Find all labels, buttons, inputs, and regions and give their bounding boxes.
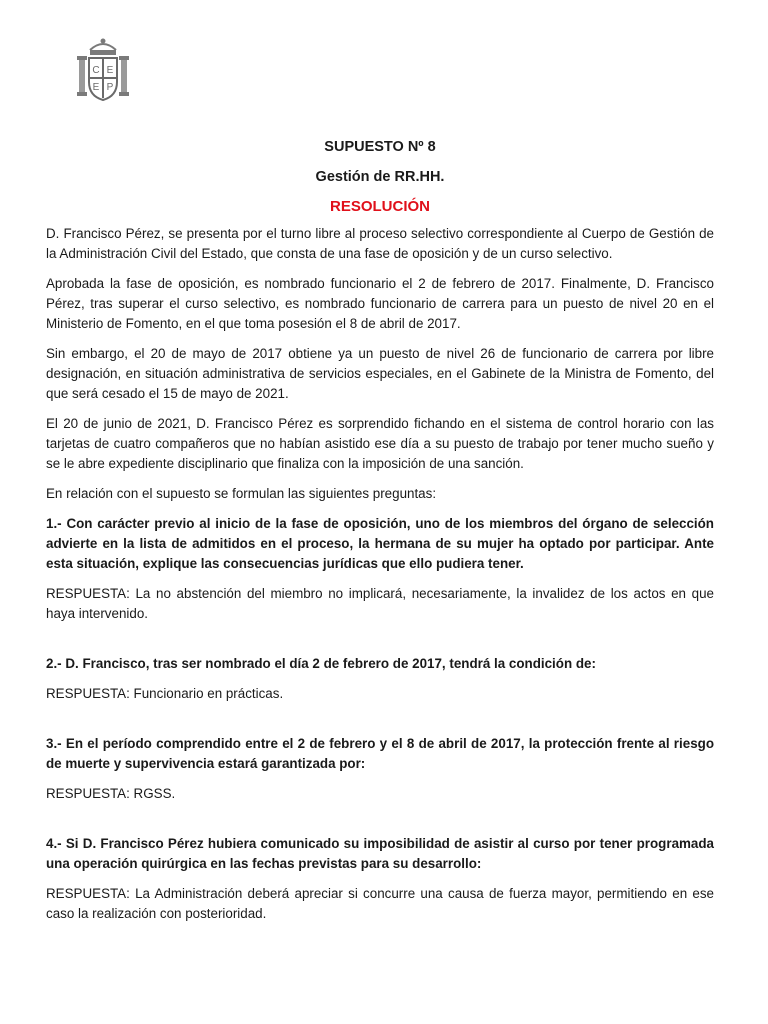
logo-letter-p: P	[106, 82, 114, 93]
document-body	[46, 132, 714, 924]
answer-4: RESPUESTA: La Administración deberá apreciar si concurre una causa de fuerza mayor, permitiendo en ese caso la realización con posterioridad.	[46, 886, 714, 921]
question-1: 1.- Con carácter previo al inicio de la fase de oposición, uno de los miembros del órgano de selección advierte en la lista de admitidos en el proceso, la hermana de su mujer ha optado por participar. Ante esta situación, explique las consecuencias jurídicas que ello pudiera tener.	[46, 516, 714, 571]
document-subtitle: Gestión de RR.HH.	[315, 169, 445, 185]
question-2: 2.- D. Francisco, tras ser nombrado el día 2 de febrero de 2017, tendrá la condición de:	[46, 656, 596, 671]
answer-2: RESPUESTA: Funcionario en prácticas.	[46, 686, 284, 701]
coat-of-arms-logo	[76, 36, 130, 104]
logo-letter-e2: E	[92, 82, 100, 93]
answer-3: RESPUESTA: RGSS.	[46, 786, 176, 801]
intro-paragraph-2: Aprobada la fase de oposición, es nombrado funcionario el 2 de febrero de 2017. Finalmente, D. Francisco Pérez, tras superar el curso selectivo, es nombrado funcionario de carrera para un puesto de nivel 20 en el Ministerio de Fomento, en el que toma posesión el 8 de abril de 2017.	[46, 276, 714, 331]
question-3: 3.- En el período comprendido entre el 2 de febrero y el 8 de abril de 2017, la protección frente al riesgo de muerte y supervivencia estará garantizada por:	[46, 736, 714, 771]
resolution-heading: RESOLUCIÓN	[329, 198, 430, 215]
intro-paragraph-1: D. Francisco Pérez, se presenta por el turno libre al proceso selectivo correspondiente al Cuerpo de Gestión de la Administración Civil del Estado, que consta de una fase de oposición y de un curso selectivo.	[46, 226, 714, 261]
logo-letter-c: C	[92, 65, 100, 76]
intro-paragraph-5: En relación con el supuesto se formulan las siguientes preguntas:	[46, 486, 437, 501]
logo-letter-e1: E	[106, 65, 114, 76]
answer-1: RESPUESTA: La no abstención del miembro no implicará, necesariamente, la invalidez de los actos en que haya intervenido.	[46, 586, 714, 621]
intro-paragraph-3: Sin embargo, el 20 de mayo de 2017 obtiene ya un puesto de nivel 26 de funcionario de carrera por libre designación, en situación administrativa de servicios especiales, en el Gabinete de la Ministra de Fomento, del que será cesado el 15 de mayo de 2021.	[46, 346, 714, 401]
question-4: 4.- Si D. Francisco Pérez hubiera comunicado su imposibilidad de asistir al curso por tener programada una operación quirúrgica en las fechas previstas para su desarrollo:	[46, 836, 714, 871]
intro-paragraph-4: El 20 de junio de 2021, D. Francisco Pérez es sorprendido fichando en el sistema de control horario con las tarjetas de cuatro compañeros que no habían asistido ese día a su puesto de trabajo por tener mucho sueño y se le abre expediente disciplinario que finaliza con la imposición de una sanción.	[46, 416, 714, 471]
document-title: SUPUESTO Nº 8	[324, 139, 436, 155]
